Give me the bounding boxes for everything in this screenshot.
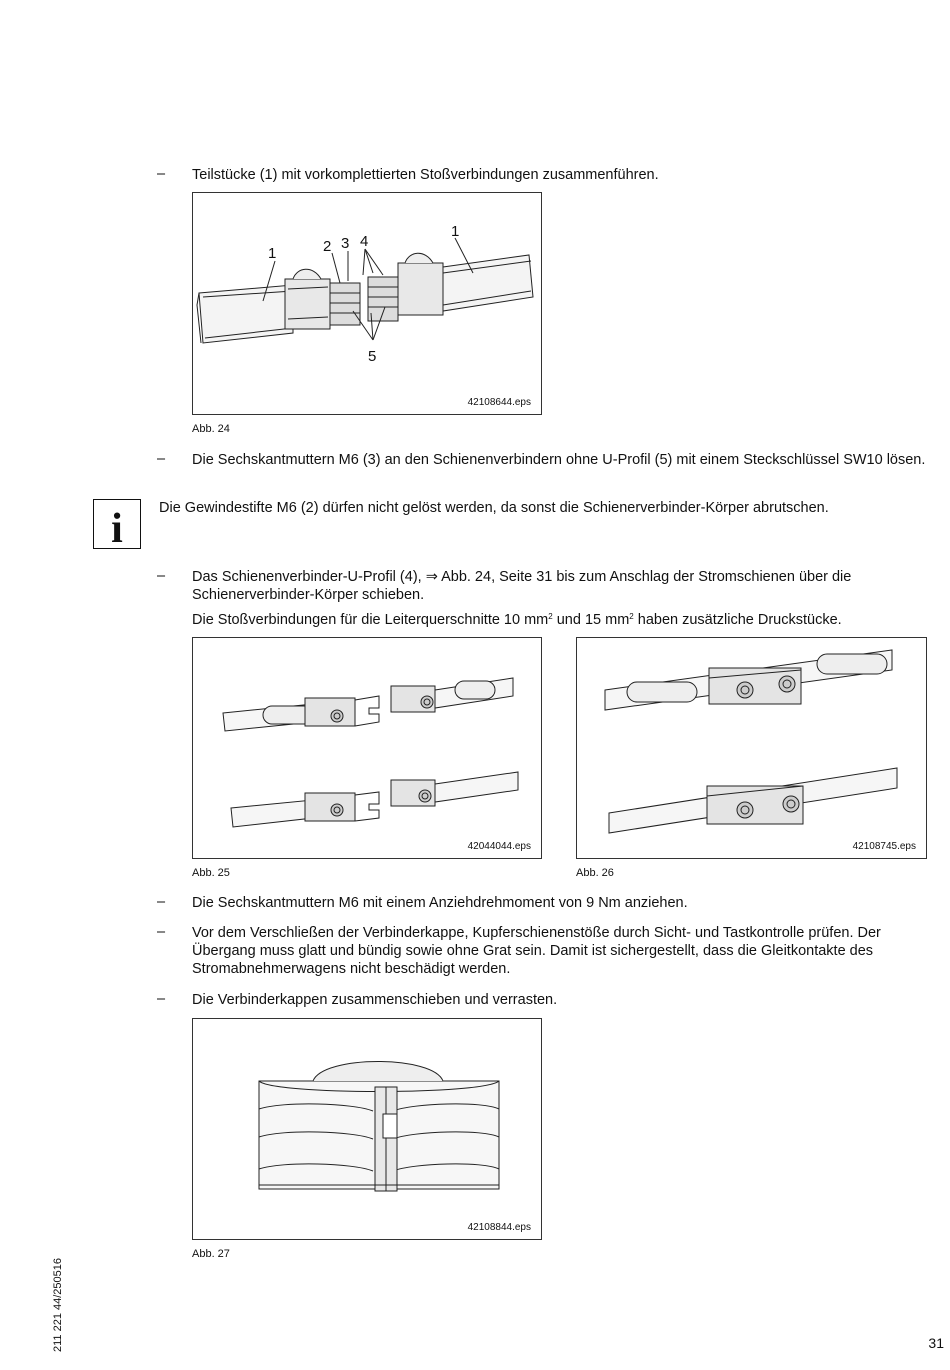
connector-cap-illustration — [193, 1019, 542, 1240]
callout-label: 5 — [368, 348, 377, 365]
connector-with-pressure-pieces-illustration — [577, 638, 927, 859]
bullet-dash: – — [157, 451, 166, 467]
instruction-step: Die Sechskantmuttern M6 (3) an den Schienenverbindern ohne U-Profil (5) mit einem Steckschlüssel SW10 lösen. — [192, 452, 926, 468]
rail-connector-illustration — [193, 193, 542, 415]
figure-filename: 42108644.eps — [467, 397, 531, 408]
bullet-dash: – — [157, 924, 166, 940]
instruction-note: Die Stoßverbindungen für die Leiterquerschnitte 10 $mm^2$ und 15 $mm^2$ haben zusätzliche Druckstücke. — [192, 612, 842, 628]
figure-26 — [576, 637, 927, 859]
svg-text:i: i — [111, 506, 123, 548]
callout-label: 2 — [323, 238, 332, 255]
bullet-dash: – — [157, 568, 166, 584]
figure-filename: 42108844.eps — [467, 1222, 531, 1233]
figure-25 — [192, 637, 542, 859]
callout-label: 4 — [360, 233, 369, 250]
info-icon — [93, 499, 141, 549]
document-code: 211 221 44/250516 — [52, 1258, 64, 1352]
bullet-dash: – — [157, 166, 166, 182]
info-note: Die Gewindestifte M6 (2) dürfen nicht gelöst werden, da sonst die Schienerverbinder-Körper abrutschen. — [159, 500, 829, 516]
figure-filename: 42108745.eps — [852, 841, 916, 852]
figure-caption: Abb. 26 — [576, 867, 614, 879]
bullet-dash: – — [157, 894, 166, 910]
figure-caption: Abb. 25 — [192, 867, 230, 879]
figure-27 — [192, 1018, 542, 1240]
figure-filename: 42044044.eps — [467, 841, 531, 852]
page-number: 31 — [928, 1335, 944, 1351]
instruction-step: Das Schienenverbinder-U-Profil (4), ⇒ Abb. 24, Seite 31 bis zum Anschlag der Stromschienen über die Schienerverbinder-Körper schieben. — [192, 569, 852, 603]
callout-label: 3 — [341, 235, 350, 252]
connector-pair-illustration — [193, 638, 542, 859]
figure-24 — [192, 192, 542, 415]
instruction-step: Teilstücke (1) mit vorkomplettierten Stoßverbindungen zusammenführen. — [192, 167, 659, 183]
instruction-step: Die Sechskantmuttern M6 mit einem Anziehdrehmoment von 9 Nm anziehen. — [192, 895, 688, 911]
instruction-step: Die Verbinderkappen zusammenschieben und verrasten. — [192, 992, 558, 1008]
figure-caption: Abb. 27 — [192, 1248, 230, 1260]
instruction-step: Vor dem Verschließen der Verbinderkappe, Kupferschienenstöße durch Sicht- und Tastkontrolle prüfen. Der Übergang muss glatt und bündig sowie ohne Grat sein. Damit ist sichergestellt, dass die Gleitkontakte des Stromabnehmerwagens nicht beschädigt werden. — [192, 925, 881, 977]
callout-label: 1 — [268, 245, 277, 262]
bullet-dash: – — [157, 991, 166, 1007]
figure-caption: Abb. 24 — [192, 423, 230, 435]
callout-label: 1 — [451, 223, 460, 240]
